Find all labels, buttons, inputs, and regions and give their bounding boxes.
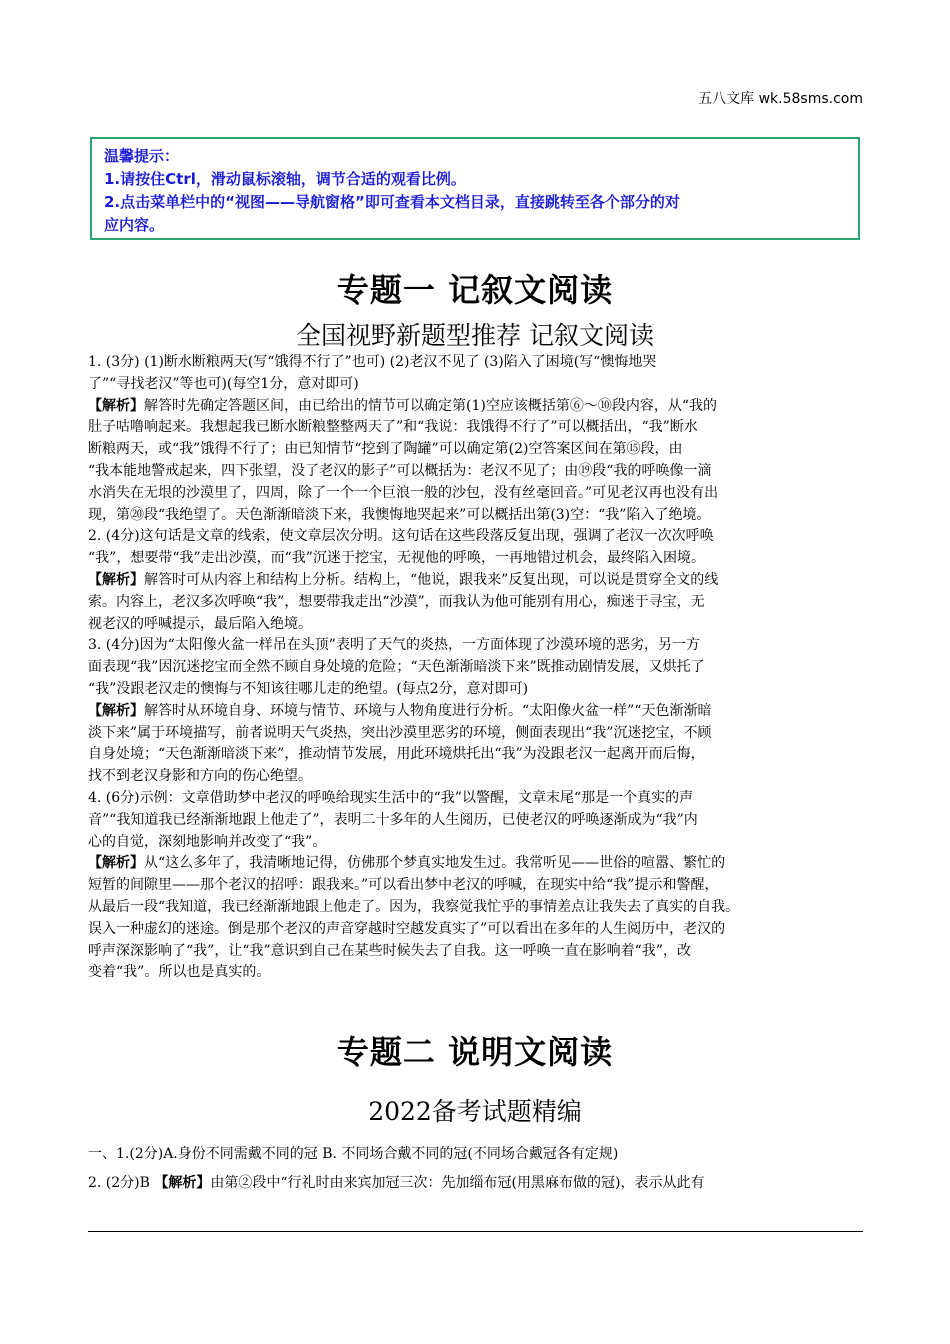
text-line: 索。内容上，老汉多次呼唤“我”，想要带我走出“沙漠”，而我认为他可能别有用心，痴迷于寻宝，无 [88, 593, 705, 610]
analysis-tag: 【解析】 [88, 571, 144, 588]
text-line: 误入一种虚幻的迷途。倒是那个老汉的声音穿越时空越发真实了”可以看出在多年的人生阅历中，老汉的 [88, 920, 726, 937]
text-line: 1. (3分) (1)断水断粮两天(写“饿得不行了”也可) (2)老汉不见了 (3)陷入了困境(写“懊悔地哭 [88, 354, 657, 370]
site-watermark: 五八文库 wk.58sms.com [698, 91, 863, 107]
text-line: 【解析】解答时从环境自身、环境与情节、环境与人物角度进行分析。“太阳像火盆一样”“天色渐渐暗 [88, 702, 712, 719]
text-line: “我本能地警戒起来，四下张望，没了老汉的影子”可以概括为：老汉不见了；由⑲段“我的呼唤像一滴 [88, 462, 712, 479]
text-line: 呼声深深影响了“我”，让“我”意识到自己在某些时候失去了自我。这一呼唤一直在影响着“我”，改 [88, 942, 691, 959]
tip-line-1: 1.请按住Ctrl，滑动鼠标滚轴，调节合适的观看比例。 [104, 170, 466, 188]
text-line: 【解析】解答时可从内容上和结构上分析。结构上，“他说，跟我来”反复出现，可以说是贯穿全文的线 [88, 571, 719, 588]
analysis-tag: 【解析】 [88, 397, 144, 414]
text-line: 肚子咕噜响起来。我想起我已断水断粮整整两天了”和“我说：我饿得不行了”可以概括出，“我”断水 [88, 419, 698, 436]
text-line: 【解析】从“这么多年了，我清晰地记得，仿佛那个梦真实地发生过。我常听见——世俗的喧嚣、繁忙的 [88, 855, 726, 872]
text-line: 3. (4分)因为“太阳像火盆一样吊在头顶”表明了天气的炎热，一方面体现了沙漠环境的恶劣，另一方 [88, 637, 700, 654]
text-line: 了”“寻找老汉”等也可)(每空1分，意对即可) [88, 375, 359, 392]
section2-subtitle: 2022备考试题精编 [368, 1097, 582, 1126]
tip-box [90, 137, 860, 240]
text-line: 变着“我”。所以也是真实的。 [88, 964, 271, 981]
text-line: “我”没跟老汉走的懊悔与不知该往哪儿走的绝望。(每点2分，意对即可) [88, 680, 529, 697]
tip-line-2a: 2.点击菜单栏中的“视图——导航窗格”即可查看本文档目录，直接跳转至各个部分的对 [104, 193, 680, 211]
text-line: 自身处境；“天色渐渐暗淡下来”，推动情节发展，用此环境烘托出“我”为没跟老汉一起离开而后悔， [88, 746, 705, 763]
section1-title: 专题一 记叙文阅读 [336, 271, 614, 309]
text-line: 2. (4分)这句话是文章的线索，使文章层次分明。这句话在这些段落反复出现，强调了老汉一次次呼唤 [88, 528, 714, 545]
section1-body [88, 352, 863, 984]
section1-subtitle: 全国视野新题型推荐 记叙文阅读 [296, 321, 654, 350]
text-line: 从最后一段“我知道，我已经渐渐地跟上他走了。因为，我察觉我忙乎的事情差点让我失去了真实的自我。 [88, 898, 740, 915]
text-line: 短暂的间隙里——那个老汉的招呼：跟我来。”可以看出梦中老汉的呼喊，在现实中给“我”提示和警醒， [88, 877, 719, 894]
text-line: 4. (6分)示例：文章借助梦中老汉的呼唤给现实生活中的“我”以警醒，文章末尾“那是一个真实的声 [88, 789, 694, 806]
text-line: 淡下来”属于环境描写，前者说明天气炎热，突出沙漠里恶劣的环境，侧面表现出“我”沉迷挖宝，不顾 [88, 724, 712, 741]
footer-rule [88, 1231, 863, 1232]
text-line: 面表现“我”因沉迷挖宝而全然不顾自身处境的危险；“天色渐渐暗淡下来”既推动剧情发展，又烘托了 [88, 659, 705, 676]
text-line: 一、1.(2分)A.身份不同需戴不同的冠 B. 不同场合戴不同的冠(不同场合戴冠各有定规) [88, 1146, 619, 1162]
text-line: 【解析】解答时先确定答题区间，由已给出的情节可以确定第(1)空应该概括第⑥～⑩段内容，从“我的 [88, 397, 717, 414]
section2-body [88, 1140, 863, 1198]
text-line: 断粮两天，或“我”饿得不行了；由已知情节“挖到了陶罐”可以确定第(2)空答案区间在第⑮段，由 [88, 441, 683, 458]
text-line: 视老汉的呼喊提示，最后陷入绝境。 [88, 615, 312, 632]
analysis-tag: 【解析】 [154, 1175, 211, 1191]
section2-title: 专题二 说明文阅读 [336, 1033, 614, 1071]
text-line: 现，第⑳段“我绝望了。天色渐渐暗淡下来，我懊悔地哭起来”可以概括出第(3)空：“我”陷入了绝境。 [88, 506, 711, 523]
text-line: 找不到老汉身影和方向的伤心绝望。 [88, 768, 312, 785]
text-line: 2. (2分)B 【解析】由第②段中“行礼时由来宾加冠三次：先加缁布冠(用黑麻布做的冠)，表示从此有 [88, 1175, 705, 1191]
analysis-tag: 【解析】 [88, 702, 144, 719]
text-line: 水消失在无垠的沙漠里了，四周，除了一个一个巨浪一般的沙包，没有丝毫回音。”可见老汉再也没有出 [88, 484, 719, 501]
text-line: “我”，想要带“我”走出沙漠，而“我”沉迷于挖宝，无视他的呼唤，一再地错过机会，最终陷入困境。 [88, 550, 705, 567]
text-line: 心的自觉，深刻地影响并改变了“我”。 [88, 833, 327, 850]
tip-line-2b: 应内容。 [104, 216, 165, 234]
analysis-tag: 【解析】 [88, 855, 144, 872]
tip-title: 温馨提示： [104, 147, 180, 165]
text-line: 音”“我知道我已经渐渐地跟上他走了”，表明二十多年的人生阅历，已使老汉的呼唤逐渐成为“我”内 [88, 811, 698, 828]
